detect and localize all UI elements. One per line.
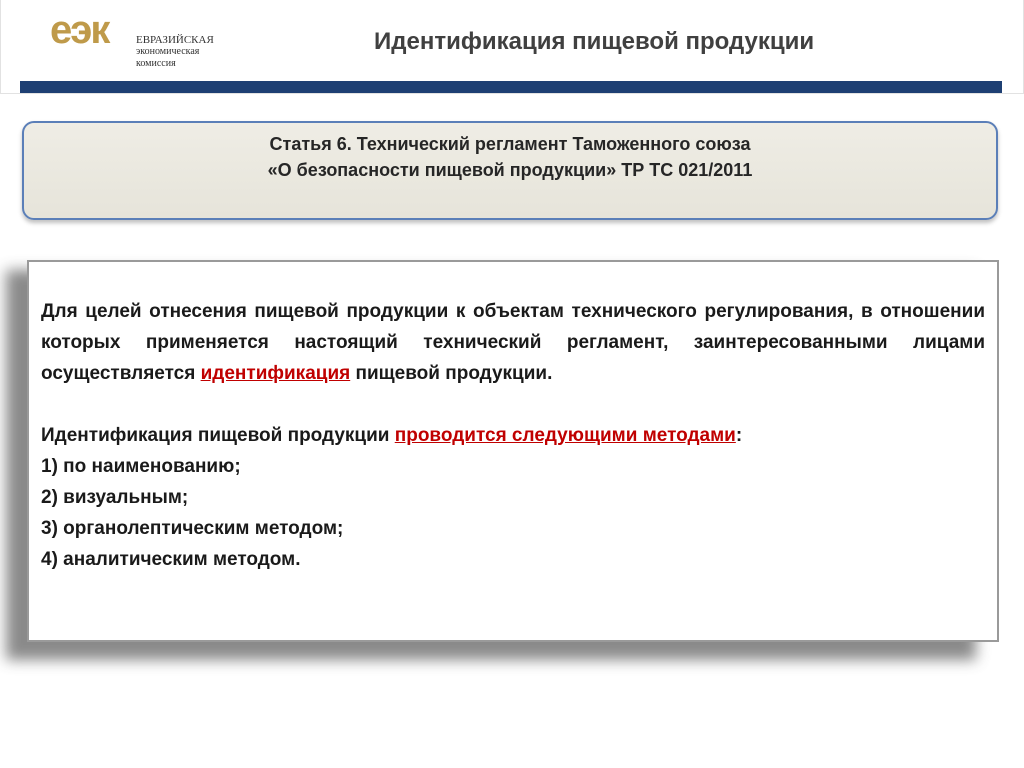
paragraph2-text: Идентификация пищевой продукции: [41, 425, 395, 446]
logo-caption: [136, 34, 256, 70]
paragraph1-text: Для целей отнесения пищевой продукции к объектам технического регулирования, в отношении которых применяется настоящий технический регламент, заинтересованными лицами осуществляется: [41, 301, 985, 384]
slide-header: [0, 0, 1024, 95]
paragraph-spacer: [41, 389, 985, 420]
method-item: 1) по наименованию;: [41, 456, 241, 477]
article-title-box: [22, 121, 998, 220]
logo-line-3: комиссия: [136, 58, 176, 69]
methods-term: проводится следующими методами: [394, 425, 736, 446]
page-title: Идентификация пищевой продукции: [374, 28, 815, 55]
paragraph2-tail: :: [735, 425, 743, 446]
paragraph-identification-purpose: [41, 296, 985, 389]
logo-mark: еэк: [50, 8, 109, 52]
method-item: 3) органолептическим методом;: [41, 518, 344, 539]
paragraph-methods-intro: [41, 420, 985, 451]
article-title-line-2: «О безопасности пищевой продукции» ТР ТС 021/2011: [267, 160, 753, 180]
paragraph1-tail: пищевой продукции.: [350, 363, 553, 384]
logo-line-2: экономическая: [136, 46, 200, 57]
method-item: 4) аналитическим методом.: [41, 549, 301, 570]
identification-term: идентификация: [200, 363, 351, 384]
method-item: 2) визуальным;: [41, 487, 189, 508]
eec-logo: [50, 10, 250, 70]
header-divider-bar: [20, 81, 1002, 93]
content-box: [27, 260, 999, 642]
article-title-line-1: Статья 6. Технический регламент Таможенного союза: [269, 134, 751, 154]
logo-line-1: ЕВРАЗИЙСКАЯ: [136, 34, 214, 46]
